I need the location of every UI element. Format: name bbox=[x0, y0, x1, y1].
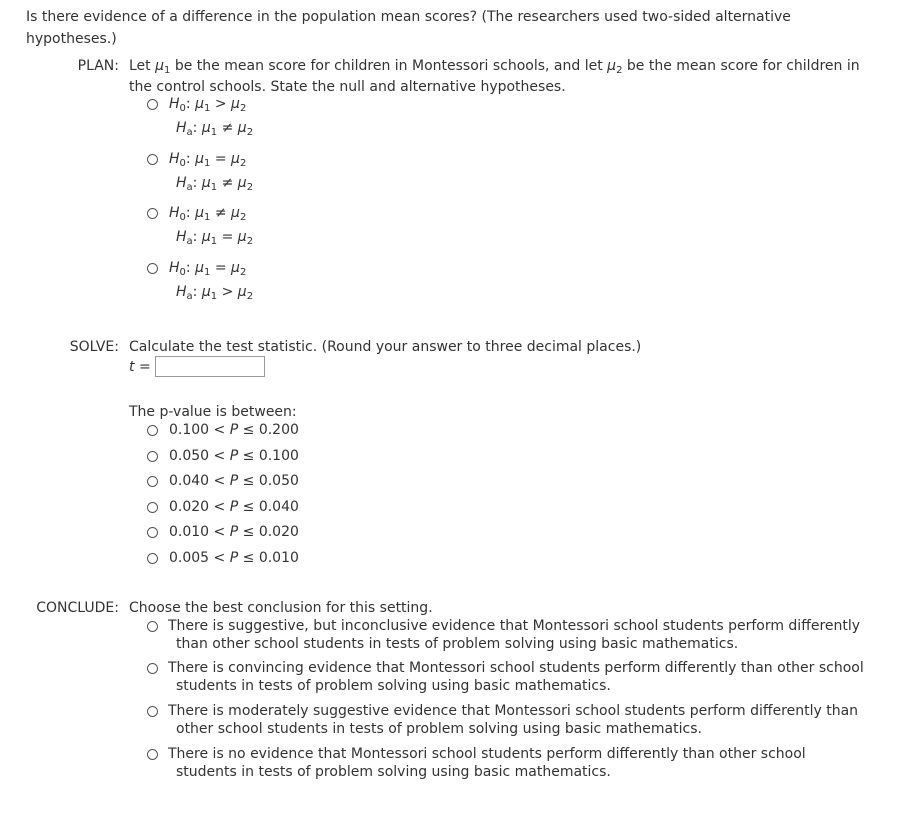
h-letter: H bbox=[169, 96, 180, 112]
equals-sign: = bbox=[134, 359, 151, 375]
hypothesis-radio-4[interactable] bbox=[147, 263, 158, 274]
conclusion-radio-2[interactable] bbox=[147, 663, 158, 674]
conclusion-text-line-1: There is suggestive, but inconclusive evidence that Montessori school students perform differently bbox=[168, 618, 861, 634]
mu-sub-1: 1 bbox=[204, 267, 211, 278]
mu-symbol: μ bbox=[201, 120, 211, 136]
mu-sub-2: 2 bbox=[246, 127, 254, 138]
less-than: < bbox=[209, 498, 230, 515]
pvalue-low: 0.050 bbox=[169, 447, 210, 464]
mu-sub-2: 2 bbox=[239, 267, 247, 278]
mu-sub-1: 1 bbox=[210, 236, 218, 247]
hypothesis-radio-3[interactable] bbox=[147, 208, 158, 219]
alternative-hypothesis: $H_a$: $\mu_1 \ne \mu_2$ bbox=[176, 175, 254, 193]
pvalue-option-label bbox=[169, 524, 299, 541]
mu-sub-2: 2 bbox=[616, 65, 623, 76]
p-symbol: P bbox=[229, 550, 239, 566]
conclusion-text-line-2: students in tests of problem solving using basic mathematics. bbox=[176, 678, 611, 694]
mu-sub-1: 1 bbox=[210, 291, 218, 302]
ha-relation: ≠ bbox=[221, 120, 234, 136]
ha-sub: a bbox=[186, 127, 193, 138]
less-equal: ≤ bbox=[238, 473, 259, 490]
plan-text-line-2: the control schools. State the null and alternative hypotheses. bbox=[129, 79, 566, 95]
conclusion-text-line-1: There is no evidence that Montessori school students perform differently than other school bbox=[168, 746, 806, 762]
conclusion-text-line-2: than other school students in tests of problem solving using basic mathematics. bbox=[176, 636, 739, 652]
mu-sub-2: 2 bbox=[246, 291, 254, 302]
h-letter: H bbox=[176, 229, 187, 245]
pvalue-option-label bbox=[169, 499, 299, 516]
h0-relation: = bbox=[214, 151, 227, 167]
mu-sub-2: 2 bbox=[246, 236, 254, 247]
h0-sub: 0 bbox=[179, 158, 186, 169]
solve-instruction: Calculate the test statistic. (Round your answer to three decimal places.) bbox=[129, 339, 642, 355]
conclusion-radio-4[interactable] bbox=[147, 749, 158, 760]
mu-symbol: μ bbox=[201, 229, 211, 245]
less-than: < bbox=[209, 550, 230, 566]
hypothesis-radio-2[interactable] bbox=[147, 154, 158, 165]
t-statistic-input[interactable] bbox=[155, 356, 265, 377]
plan-label: PLAN: bbox=[77, 58, 119, 74]
question-line-1: Is there evidence of a difference in the population mean scores? (The researchers used two-sided alternative bbox=[26, 9, 791, 25]
p-symbol: P bbox=[229, 422, 239, 438]
h-letter: H bbox=[169, 260, 180, 276]
pvalue-prompt: The p-value is between: bbox=[129, 404, 297, 420]
ha-relation: > bbox=[221, 284, 234, 300]
pvalue-low: 0.005 bbox=[169, 550, 210, 566]
mu-symbol: μ bbox=[607, 58, 617, 74]
mu-symbol: μ bbox=[231, 260, 240, 276]
mu-sub-2: 2 bbox=[239, 212, 247, 223]
mu-sub-1: 1 bbox=[164, 65, 171, 76]
mu-sub-1: 1 bbox=[204, 158, 211, 169]
null-hypothesis: $H_0$: $\mu_1 = \mu_2$ bbox=[169, 151, 247, 169]
ha-sub: a bbox=[186, 236, 193, 247]
pvalue-high: 0.020 bbox=[258, 524, 299, 541]
mu-sub-2: 2 bbox=[246, 182, 254, 193]
hypothesis-radio-1[interactable] bbox=[147, 99, 158, 110]
mu-symbol: μ bbox=[237, 120, 247, 136]
pvalue-radio-3[interactable] bbox=[147, 476, 158, 487]
ha-relation: = bbox=[221, 229, 234, 245]
mu-symbol: μ bbox=[155, 58, 165, 74]
pvalue-low: 0.010 bbox=[169, 524, 210, 541]
mu-symbol: μ bbox=[237, 229, 247, 245]
less-than: < bbox=[209, 447, 230, 464]
solve-label: SOLVE: bbox=[69, 339, 119, 355]
mu-sub-1: 1 bbox=[204, 103, 211, 114]
h0-relation: ≠ bbox=[214, 205, 227, 221]
plan-text-line-1 bbox=[129, 58, 860, 79]
pvalue-option-label bbox=[169, 473, 299, 490]
pvalue-radio-4[interactable] bbox=[147, 502, 158, 513]
question-line-2: hypotheses.) bbox=[26, 31, 117, 47]
alternative-hypothesis: $H_a$: $\mu_1 \ne \mu_2$ bbox=[176, 120, 254, 138]
t-symbol: t bbox=[129, 359, 135, 375]
pvalue-high: 0.050 bbox=[258, 473, 299, 490]
mu-sub-2: 2 bbox=[239, 158, 247, 169]
less-equal: ≤ bbox=[238, 550, 259, 566]
plan-text-c: be the mean score for children in bbox=[622, 58, 860, 74]
less-than: < bbox=[209, 473, 230, 490]
h-letter: H bbox=[169, 205, 180, 221]
null-hypothesis: $H_0$: $\mu_1 \ne \mu_2$ bbox=[169, 205, 247, 223]
h-letter: H bbox=[176, 120, 187, 136]
mu-symbol: μ bbox=[231, 151, 240, 167]
alternative-hypothesis: $H_a$: $\mu_1 > \mu_2$ bbox=[176, 284, 254, 302]
null-hypothesis: $H_0$: $\mu_1 = \mu_2$ bbox=[169, 260, 247, 278]
pvalue-high: 0.200 bbox=[258, 422, 299, 438]
h-letter: H bbox=[176, 175, 187, 191]
pvalue-radio-6[interactable] bbox=[147, 553, 158, 564]
mu-sub-1: 1 bbox=[210, 127, 218, 138]
mu-symbol: μ bbox=[195, 205, 204, 221]
p-symbol: P bbox=[229, 524, 239, 541]
conclude-label: CONCLUDE: bbox=[36, 600, 119, 616]
ha-sub: a bbox=[186, 291, 193, 302]
plan-text-a: Let bbox=[129, 58, 156, 74]
alternative-hypothesis: $H_a$: $\mu_1 = \mu_2$ bbox=[176, 229, 254, 247]
p-symbol: P bbox=[229, 498, 239, 515]
p-symbol: P bbox=[229, 447, 239, 464]
less-equal: ≤ bbox=[238, 498, 259, 515]
conclusion-radio-1[interactable] bbox=[147, 621, 158, 632]
pvalue-radio-2[interactable] bbox=[147, 451, 158, 462]
less-equal: ≤ bbox=[238, 447, 259, 464]
conclusion-text-line-2: students in tests of problem solving using basic mathematics. bbox=[176, 764, 611, 780]
mu-sub-2: 2 bbox=[239, 103, 247, 114]
less-than: < bbox=[209, 524, 230, 541]
h-letter: H bbox=[169, 151, 180, 167]
conclusion-radio-3[interactable] bbox=[147, 706, 158, 717]
pvalue-high: 0.040 bbox=[258, 498, 299, 515]
conclusion-text-line-1: There is convincing evidence that Montessori school students perform differently than other school bbox=[168, 660, 864, 676]
less-equal: ≤ bbox=[238, 524, 259, 541]
pvalue-radio-1[interactable] bbox=[147, 425, 158, 436]
mu-symbol: μ bbox=[195, 151, 204, 167]
conclude-instruction: Choose the best conclusion for this setting. bbox=[129, 600, 433, 616]
h-letter: H bbox=[176, 284, 187, 300]
mu-symbol: μ bbox=[237, 284, 247, 300]
p-symbol: P bbox=[229, 473, 239, 490]
mu-symbol: μ bbox=[237, 175, 247, 191]
mu-symbol: μ bbox=[201, 175, 211, 191]
pvalue-low: 0.100 bbox=[169, 422, 210, 438]
h0-sub: 0 bbox=[179, 212, 186, 223]
pvalue-radio-5[interactable] bbox=[147, 527, 158, 538]
h0-sub: 0 bbox=[179, 103, 186, 114]
pvalue-low: 0.020 bbox=[169, 498, 210, 515]
less-equal: ≤ bbox=[238, 422, 259, 438]
mu-symbol: μ bbox=[195, 260, 204, 276]
t-label bbox=[129, 359, 151, 376]
conclusion-text-line-1: There is moderately suggestive evidence that Montessori school students perform differently than bbox=[168, 703, 859, 719]
pvalue-high: 0.010 bbox=[258, 550, 299, 566]
mu-symbol: μ bbox=[201, 284, 211, 300]
pvalue-low: 0.040 bbox=[169, 473, 210, 490]
null-hypothesis: $H_0$: $\mu_1 > \mu_2$ bbox=[169, 96, 247, 114]
plan-text-b: be the mean score for children in Montessori schools, and let bbox=[170, 58, 608, 74]
mu-symbol: μ bbox=[195, 96, 204, 112]
pvalue-high: 0.100 bbox=[258, 447, 299, 464]
mu-sub-1: 1 bbox=[210, 182, 218, 193]
ha-sub: a bbox=[186, 182, 193, 193]
pvalue-option-label bbox=[169, 448, 299, 465]
pvalue-option-label bbox=[169, 422, 299, 439]
mu-symbol: μ bbox=[231, 205, 240, 221]
pvalue-option-label bbox=[169, 550, 299, 567]
h0-relation: > bbox=[214, 96, 227, 112]
h0-sub: 0 bbox=[179, 267, 186, 278]
mu-sub-1: 1 bbox=[204, 212, 211, 223]
ha-relation: ≠ bbox=[221, 175, 234, 191]
mu-symbol: μ bbox=[231, 96, 240, 112]
less-than: < bbox=[209, 422, 230, 438]
h0-relation: = bbox=[214, 260, 227, 276]
conclusion-text-line-2: other school students in tests of problem solving using basic mathematics. bbox=[176, 721, 702, 737]
